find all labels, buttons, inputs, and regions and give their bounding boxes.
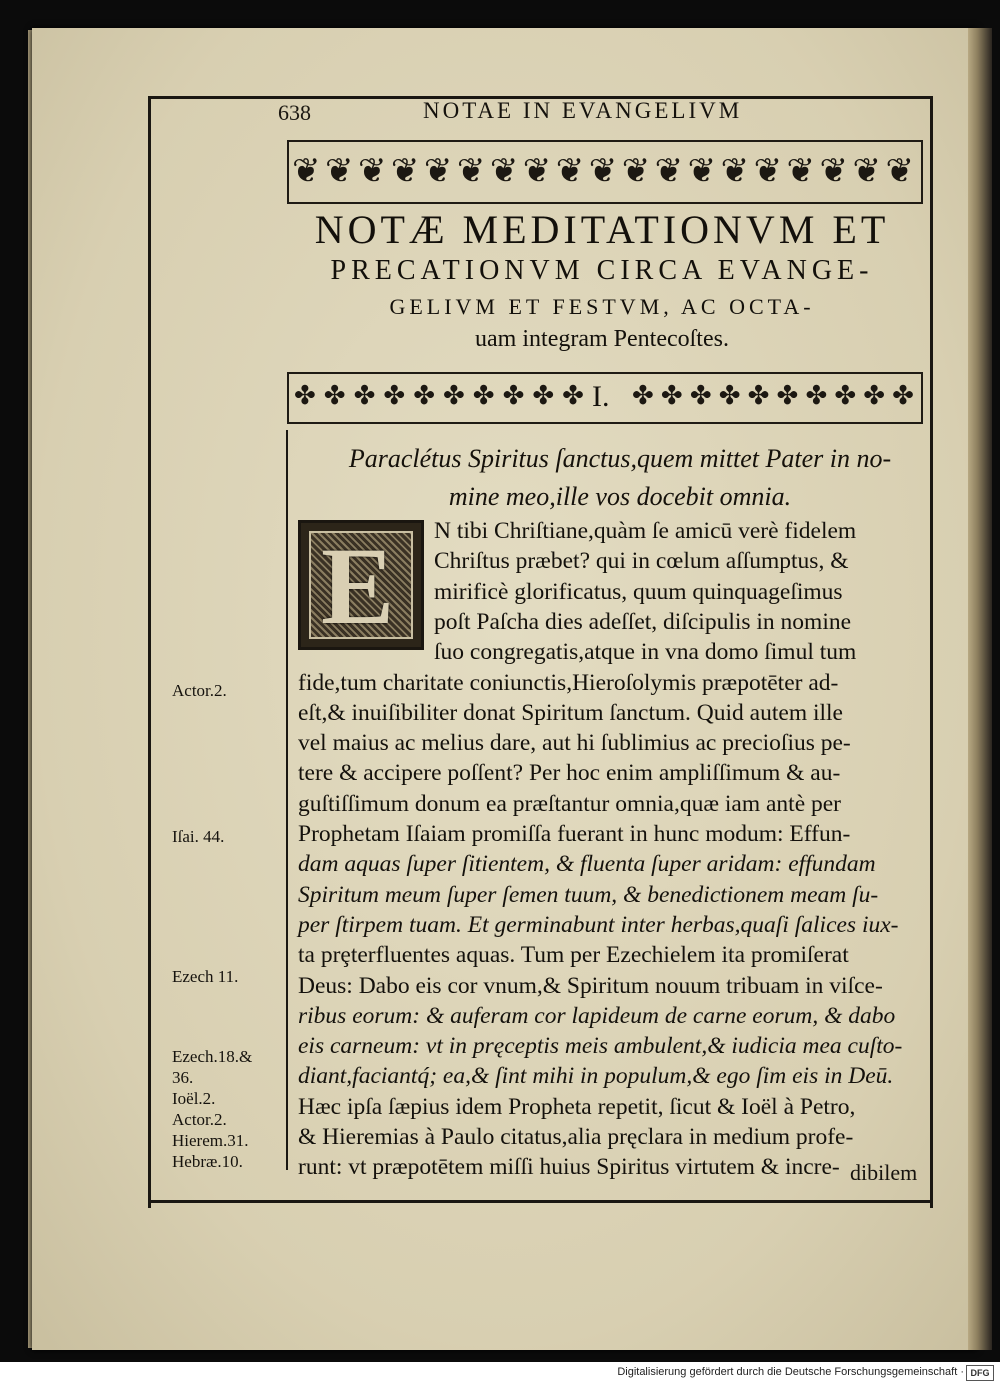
chapter-title <box>282 208 922 354</box>
body-line: ſuo congregatis,atque in vna domo ſimul tum <box>434 639 857 666</box>
margin-note: Ezech.18.& 36. Ioël.2. Actor.2. Hierem.31. Hebræ.10. <box>172 1047 253 1171</box>
body-line: ta prȩterfluentes aquas. Tum per Ezechielem ita promiſerat <box>298 942 849 969</box>
footer-credit: Digitalisierung gefördert durch die Deutsche Forschungsgemeinschaft · <box>617 1366 964 1378</box>
ornament-leaf-icon: ❦ <box>720 151 750 191</box>
ornament-leaf-icon: ❦ <box>390 151 420 191</box>
ornament-knot-icon: ✤ <box>413 381 435 411</box>
ornament-knot-icon: ✤ <box>892 381 914 411</box>
section-ornament-right <box>632 378 914 414</box>
ornament-leaf-icon: ❦ <box>786 151 816 191</box>
decorated-initial <box>298 520 424 650</box>
ornament-leaf-icon: ❦ <box>687 151 717 191</box>
body-line: Chriſtus præbet? qui in cœlum aſſumptus, & <box>434 548 849 575</box>
initial-letter: E <box>321 525 395 647</box>
ornament-knot-icon: ✤ <box>718 381 741 411</box>
body-line: fide,tum charitate coniunctis,Hieroſolymis præpotēter ad- <box>298 669 839 696</box>
ornament-leaf-icon: ❦ <box>555 151 585 191</box>
ornament-leaf-icon: ❦ <box>885 151 914 191</box>
ornament-knot-icon: ✤ <box>323 381 346 411</box>
page-fore-edge <box>968 28 992 1350</box>
ornament-knot-icon: ✤ <box>562 381 584 411</box>
body-line: Deus: Dabo eis cor vnum,& Spiritum nouum tribuam in viſce- <box>298 972 883 999</box>
bottom-rule <box>148 1200 933 1203</box>
ornament-leaf-icon: ❦ <box>324 151 354 191</box>
body-line: Spiritum meum ſuper ſemen tuum, & benedictionem meam ſu- <box>298 881 879 908</box>
ornament-knot-icon: ✤ <box>353 381 376 411</box>
body-line: per ſtirpem tuam. Et germinabunt inter herbas,quaſi ſalices iux- <box>298 911 899 938</box>
epigraph-line-2: mine meo,ille vos docebit omnia. <box>448 482 792 511</box>
dfg-logo: DFG <box>966 1365 994 1381</box>
ornament-knot-icon: ✤ <box>502 381 525 411</box>
ornament-knot-icon: ✤ <box>472 381 495 411</box>
ornament-knot-icon: ✤ <box>442 381 465 411</box>
ornament-leaf-icon: ❦ <box>423 151 453 191</box>
title-line-1: NOTÆ MEDITATIONVM ET <box>314 207 890 252</box>
body-line: & Hieremias à Paulo citatus,alia pręclara in medium profe- <box>298 1124 854 1150</box>
ornament-leaf-icon: ❦ <box>819 151 848 191</box>
body-line: tere & accipere poſſent? Per hoc enim ampliſſimum & au- <box>298 760 841 787</box>
section-number: I. <box>592 380 610 413</box>
body-line: diant,faciantq́; ea,& ſint mihi in populum,& ego ſim eis in Deū. <box>298 1063 894 1090</box>
title-line-3: GELIVM ET FESTVM, AC OCTA- <box>389 294 815 319</box>
body-line: N tibi Chriſtiane,quàm ſe amicū verè fidelem <box>434 518 857 544</box>
ornament-leaf-icon: ❦ <box>357 151 387 191</box>
ornament-leaf-icon: ❦ <box>456 151 486 191</box>
section-ornament-left <box>294 378 584 414</box>
body-line: Hæc ipſa ſæpius idem Propheta repetit, ſicut & Ioël à Petro, <box>298 1093 856 1120</box>
ornament-leaf-icon: ❦ <box>522 151 552 191</box>
body-line: Prophetam Iſaiam promiſſa fuerant in hunc modum: Effun- <box>298 821 851 847</box>
body-line: eſt,& inuiſibiliter donat Spiritum ſanctum. Quid autem ille <box>298 699 843 726</box>
ornament-knot-icon: ✤ <box>532 381 555 411</box>
epigraph-line-1: Paraclétus Spiritus ſanctus,quem mittet Pater in no- <box>348 444 892 473</box>
ornament-knot-icon: ✤ <box>863 381 886 411</box>
margin-note: Actor.2. <box>172 681 227 700</box>
ornament-knot-icon: ✤ <box>805 381 828 411</box>
catchword: dibilem <box>850 1160 918 1185</box>
margin-note: Iſai. 44. <box>172 827 225 846</box>
ornament-knot-icon: ✤ <box>834 381 857 411</box>
title-line-2: PRECATIONVM CIRCA EVANGE- <box>330 255 874 286</box>
body-line: poſt Paſcha dies adeſſet, diſcipulis in nomine <box>434 608 852 635</box>
margin-note: Ezech 11. <box>172 967 239 986</box>
ornament-knot-icon: ✤ <box>632 381 654 411</box>
body-line: runt: vt præpotētem miſſi huius Spiritus virtutem & incre- <box>298 1154 840 1181</box>
body-line: eis carneum: vt in pręceptis meis ambulent,& iudicia mea cuſto- <box>298 1033 903 1060</box>
page-number: 638 <box>278 100 311 125</box>
ornament-leaf-icon: ❦ <box>753 151 783 191</box>
right-frame-line <box>930 96 933 1208</box>
title-line-4: uam integram Pentecoſtes. <box>475 326 729 352</box>
body-line: dam aquas ſuper ſitientem, & fluenta ſuper aridam: effundam <box>298 851 876 878</box>
top-ornament-band <box>292 150 914 192</box>
body-line: guſtiſſimum donum ea præſtantur omnia,quæ iam antè per <box>298 790 842 817</box>
epigraph <box>300 440 940 516</box>
ornament-leaf-icon: ❦ <box>588 151 618 191</box>
body-line: ribus eorum: & auferam cor lapideum de carne eorum, & dabo <box>298 1002 896 1029</box>
body-line: mirificè glorificatus, quum quinquageſimus <box>434 578 843 605</box>
ornament-leaf-icon: ❦ <box>852 151 881 191</box>
ornament-knot-icon: ✤ <box>776 381 799 411</box>
page-header <box>278 98 958 130</box>
ornament-leaf-icon: ❦ <box>292 151 321 191</box>
body-line: vel maius ac melius dare, aut hi ſublimius ac precioſius pe- <box>298 730 851 757</box>
left-frame-line <box>148 96 151 1208</box>
ornament-knot-icon: ✤ <box>660 381 683 411</box>
ornament-knot-icon: ✤ <box>747 381 770 411</box>
ornament-leaf-icon: ❦ <box>654 151 684 191</box>
ornament-leaf-icon: ❦ <box>489 151 519 191</box>
ornament-leaf-icon: ❦ <box>621 151 651 191</box>
inner-text-rule <box>286 430 288 1170</box>
running-head: NOTAE IN EVANGELIVM <box>423 98 743 123</box>
ornament-knot-icon: ✤ <box>383 381 406 411</box>
ornament-knot-icon: ✤ <box>689 381 712 411</box>
ornament-knot-icon: ✤ <box>294 381 316 411</box>
footer-bar <box>0 1362 1000 1385</box>
